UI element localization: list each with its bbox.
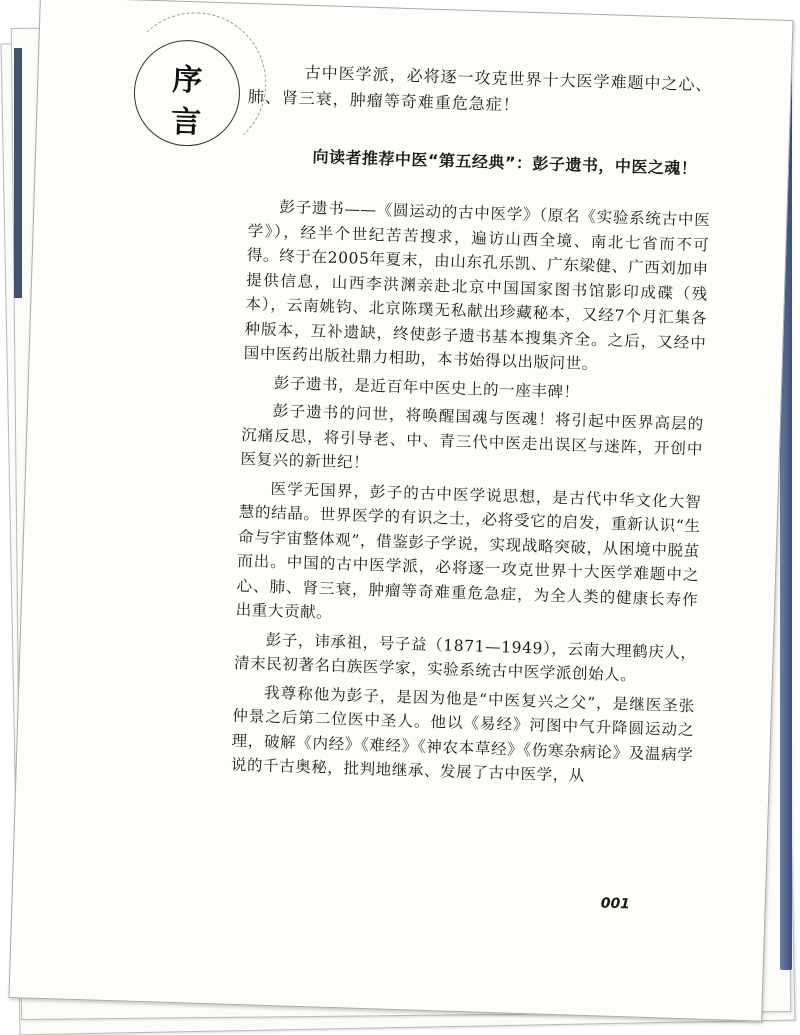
- body-text: [230, 194, 710, 796]
- book-edge-left: [14, 48, 22, 298]
- section-title: 向读者推荐中医“第五经典”：彭子遗书，中医之魂！: [312, 147, 698, 179]
- paragraph: 彭子遗书的问世，将唤醒国魂与医魂！将引起中医界高层的沉痛反思，将引导老、中、青三代中医走出误区与迷阵，开创中医复兴的新世纪！: [240, 401, 705, 472]
- intro-line-2: 肺、肾三衰，肿瘤等奇难重危急症！: [247, 86, 521, 115]
- paragraph: 彭子，讳承祖，号子益（1871—1949），云南大理鹤庆人，清末民初著名白族医学家，实验系统古中医学派创始人。: [233, 630, 697, 685]
- paragraph: 我尊称他为彭子，是因为他是“中医复兴之父”，是继医圣张仲景之后第二位医中圣人。他以《易经》河图中气升降圆运动之理，破解《内经》《难经》《神农本草经》《伤寒杂病论》及温病学说的千古奥秘，批判地继承、发展了古中医学，从: [230, 683, 696, 785]
- paragraph: 彭子遗书，是近百年中医史上的一座丰碑！: [273, 373, 580, 402]
- intro-line-1: 古中医学派，必将逐一攻克世界十大医学难题中之心、: [304, 62, 713, 95]
- paragraph: 医学无国界，彭子的古中医学说思想，是古代中华文化大智慧的结晶。世界医学的有识之士，必将受它的启发，重新认识“生命与宇宙整体观”，借鉴彭子学说，实现战略突破，从困境中脱茧而出。中国的古中医学派，必将逐一攻克世界十大医学难题中之心、肺、肾三衰，肿瘤等奇难重危急症，为全人类的健康长寿作出重大贡献。: [235, 479, 702, 622]
- page-number: 001: [600, 895, 631, 913]
- book-page: [8, 0, 793, 1022]
- heading-char-1: 序: [171, 62, 203, 99]
- intro-text: [247, 59, 742, 126]
- heading-char-2: 言: [170, 104, 202, 141]
- paragraph: 彭子遗书——《圆运动的古中医学》（原名《实验系统古中医学》），经半个世纪苦苦搜求，遍访山西全境、南北七省而不可得。终于在2005年夏末，由山东孔乐凯、广东梁健、广西刘加申提供信息，山西李洪渊亲赴北京中国国家图书馆影印成碟（残本），云南姚钧、北京陈璞无私献出珍藏秘本，又经7个月汇集各种版本，互补遗缺，终使彭子遗书基本搜集齐全。之后，又经中国中医药出版社鼎力相助，本书始得以出版问世。: [243, 198, 711, 374]
